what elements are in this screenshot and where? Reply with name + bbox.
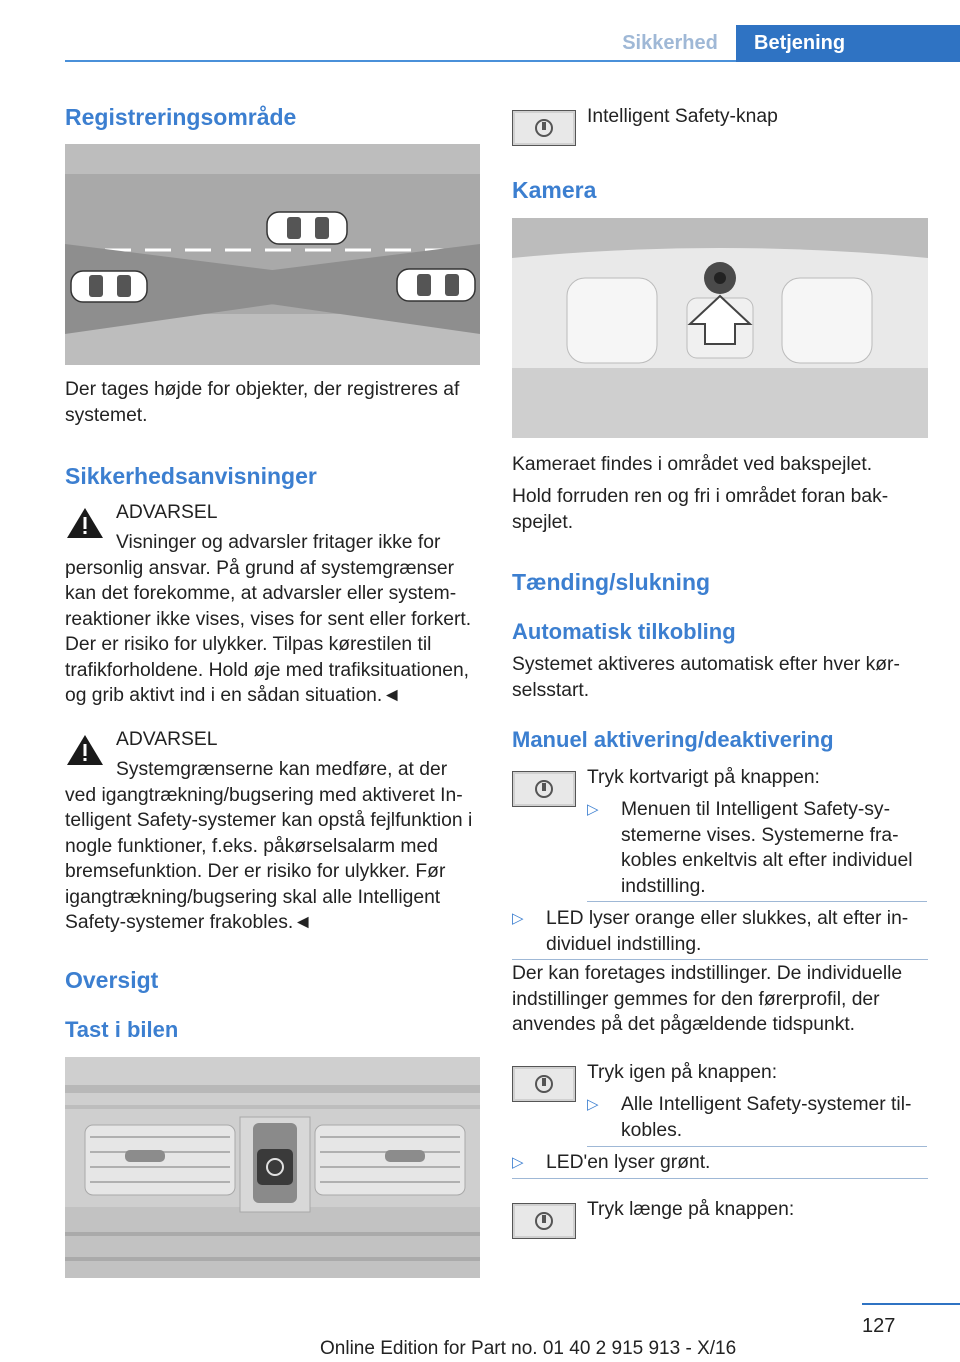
heading-oversigt: Oversigt <box>65 967 159 993</box>
intelligent-safety-button-icon <box>512 110 576 146</box>
footer-rule <box>862 1303 960 1305</box>
heading-automatisk-tilkobling: Automatisk tilkobling <box>512 619 736 644</box>
warning-block-2 <box>65 727 483 942</box>
list-divider <box>587 901 927 902</box>
list-divider <box>512 1178 928 1179</box>
paragraph-kamera-2: Hold forruden ren og fri i området foran bakspejlet. <box>512 486 889 533</box>
warning-body: Systemgrænserne kan medføre, at der ved igangtrækning/bugsering med aktiveret Intelligent Safety-systemer kan opstå fejlfunktion i nogle funktioner, f.eks. påkørselsalarm med bremsefunktion. Der er risiko for ulykker. Før igangtrækning/bugsering skal alle Intelligent Safety-systemer frakobles.◄ <box>65 759 473 933</box>
heading-sikkerhedsanvisninger: Sikkerhedsanvisninger <box>65 463 317 489</box>
dashboard-button-photo <box>65 1057 480 1278</box>
paragraph-registrering: Der tages højde for objekter, der registreres af systemet. <box>65 379 460 426</box>
paragraph-automatisk: Systemet aktiveres automatisk efter hver kørselsstart. <box>512 654 900 701</box>
heading-tast-i-bilen: Tast i bilen <box>65 1017 179 1042</box>
warning-title: ADVARSEL <box>116 729 218 750</box>
triangle-bullet-icon: ▷ <box>587 801 599 818</box>
paragraph-kamera-1: Kameraet findes i området ved bakspejlet. <box>512 454 873 475</box>
heading-registreringsomrade: Registreringsområde <box>65 104 297 130</box>
edition-footer: Online Edition for Part no. 01 40 2 915 913 - X/16 <box>320 1338 737 1359</box>
heading-kamera: Kamera <box>512 177 597 203</box>
triangle-bullet-icon: ▷ <box>512 910 524 927</box>
tab-sikkerhed[interactable]: Sikkerhed <box>622 32 718 54</box>
button-label: Intelligent Safety-knap <box>587 106 778 127</box>
page-number: 127 <box>862 1315 896 1337</box>
heading-taending-slukning: Tænding/slukning <box>512 569 711 595</box>
detection-area-illustration <box>65 144 480 365</box>
heading-manuel-aktivering: Manuel aktivering/deaktivering <box>512 727 834 752</box>
warning-block-1 <box>65 500 483 710</box>
triangle-bullet-icon: ▷ <box>587 1096 599 1113</box>
triangle-bullet-icon: ▷ <box>512 1154 524 1171</box>
list-item: ▷ LED'en lyser grønt. <box>512 1150 928 1176</box>
intelligent-safety-button-icon <box>512 1066 576 1102</box>
list-item: ▷ LED lyser orange eller slukkes, alt efter individuel indstilling. <box>512 908 909 955</box>
paragraph-indstillinger: Der kan foretages indstillinger. De individuelle indstillinger gemmes for den førerprofil, der anvendes på det pågældende tidspunkt. <box>512 963 903 1035</box>
list-item: ▷ Alle Intelligent Safety-systemer tilkobles. <box>587 1094 912 1141</box>
list-divider <box>587 1146 927 1147</box>
warning-title: ADVARSEL <box>116 502 218 523</box>
intelligent-safety-button-icon <box>512 1203 576 1239</box>
step-label: Tryk igen på knappen: <box>587 1062 778 1083</box>
step-label: Tryk længe på knappen: <box>587 1199 795 1220</box>
intelligent-safety-button-icon <box>512 771 576 807</box>
step-label: Tryk kortvarigt på knappen: <box>587 767 820 788</box>
warning-body: Visninger og advarsler fritager ikke for personlig ansvar. På grund af systemgrænser kan det forekomme, at advarsler eller systemreaktioner ikke vises, vises for sent eller forkert. Der er risiko for ulykker. Tilpas kørestilen til trafikforholdene. Hold øje med trafiksituationen, og grib aktivt ind i en sådan situation.◄ <box>65 532 472 706</box>
list-item: ▷ Menuen til Intelligent Safety-systemerne vises. Systemerne frakobles enkeltvis alt efter individuel indstilling. <box>587 799 913 897</box>
list-divider <box>512 959 928 960</box>
camera-location-photo <box>512 218 928 438</box>
tab-betjening[interactable]: Betjening <box>736 25 960 62</box>
